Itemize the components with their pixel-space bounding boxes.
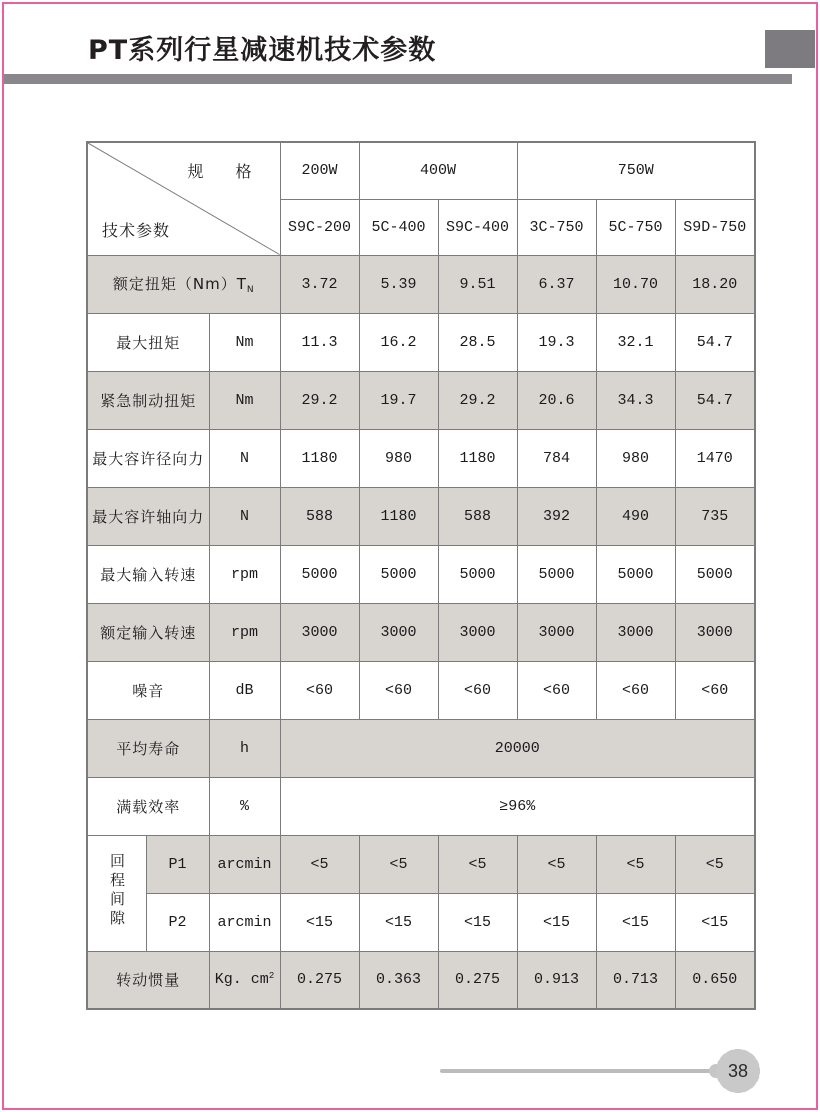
table-row xyxy=(87,661,755,719)
param-label-cell: 最大输入转速 xyxy=(87,545,209,603)
value-cell: 18.20 xyxy=(675,255,755,313)
param-label-cell xyxy=(87,255,280,313)
unit-cell: arcmin xyxy=(209,893,280,951)
value-cell: 34.3 xyxy=(596,371,675,429)
value-cell: 11.3 xyxy=(280,313,359,371)
value-cell: <5 xyxy=(517,835,596,893)
model-header: S9C-200 xyxy=(280,199,359,255)
value-cell: 5.39 xyxy=(359,255,438,313)
param-label-cell: 紧急制动扭矩 xyxy=(87,371,209,429)
value-cell: 784 xyxy=(517,429,596,487)
unit-cell: rpm xyxy=(209,545,280,603)
table-row xyxy=(87,835,755,893)
value-cell: 32.1 xyxy=(596,313,675,371)
value-cell: <5 xyxy=(280,835,359,893)
model-header: 5C-750 xyxy=(596,199,675,255)
table-row xyxy=(87,487,755,545)
model-header: 5C-400 xyxy=(359,199,438,255)
value-cell: <15 xyxy=(280,893,359,951)
value-cell: <60 xyxy=(280,661,359,719)
value-cell: <60 xyxy=(596,661,675,719)
value-cell: 6.37 xyxy=(517,255,596,313)
unit-cell: N xyxy=(209,429,280,487)
value-cell: <5 xyxy=(359,835,438,893)
value-cell: 5000 xyxy=(359,545,438,603)
value-cell: 54.7 xyxy=(675,371,755,429)
value-cell: 16.2 xyxy=(359,313,438,371)
header-row-power xyxy=(87,142,755,199)
table-row xyxy=(87,313,755,371)
value-cell: 3000 xyxy=(438,603,517,661)
unit-cell: Nm xyxy=(209,313,280,371)
page-title: PT系列行星减速机技术参数 xyxy=(88,35,437,66)
value-cell: 0.650 xyxy=(675,951,755,1009)
unit-cell: rpm xyxy=(209,603,280,661)
footer-rule xyxy=(440,1069,718,1073)
value-cell: 3000 xyxy=(359,603,438,661)
value-cell: 490 xyxy=(596,487,675,545)
value-cell: <5 xyxy=(675,835,755,893)
param-label-cell: 额定输入转速 xyxy=(87,603,209,661)
value-cell: 3000 xyxy=(280,603,359,661)
value-cell: 3.72 xyxy=(280,255,359,313)
value-cell: <15 xyxy=(675,893,755,951)
value-cell: 1180 xyxy=(438,429,517,487)
value-cell: 5000 xyxy=(596,545,675,603)
value-cell: 19.3 xyxy=(517,313,596,371)
value-cell: 588 xyxy=(438,487,517,545)
table-row xyxy=(87,951,755,1009)
spec-table-body xyxy=(87,255,755,1009)
model-header: 3C-750 xyxy=(517,199,596,255)
backlash-group-cell xyxy=(87,835,146,951)
value-cell: 5000 xyxy=(675,545,755,603)
corner-label-params: 技术参数 xyxy=(102,220,171,240)
model-header: S9C-400 xyxy=(438,199,517,255)
value-cell: 0.275 xyxy=(280,951,359,1009)
backlash-grade-cell: P2 xyxy=(146,893,209,951)
backlash-group-label: 回程间隙 xyxy=(108,853,126,929)
param-label-cell: 满载效率 xyxy=(87,777,209,835)
value-cell: 29.2 xyxy=(438,371,517,429)
value-cell: 5000 xyxy=(438,545,517,603)
value-cell: 1180 xyxy=(359,487,438,545)
unit-cell: Nm xyxy=(209,371,280,429)
table-row xyxy=(87,719,755,777)
param-label-cell: 噪音 xyxy=(87,661,209,719)
merged-value-cell: 20000 xyxy=(280,719,755,777)
param-label-cell: 最大扭矩 xyxy=(87,313,209,371)
value-cell: 5000 xyxy=(280,545,359,603)
value-cell: 5000 xyxy=(517,545,596,603)
value-cell: 54.7 xyxy=(675,313,755,371)
value-cell: <15 xyxy=(596,893,675,951)
value-cell: 28.5 xyxy=(438,313,517,371)
title-underline-bar xyxy=(4,74,792,84)
value-cell: 980 xyxy=(359,429,438,487)
value-cell: <15 xyxy=(359,893,438,951)
value-cell: <60 xyxy=(517,661,596,719)
corner-label-spec: 规 格 xyxy=(187,162,260,181)
value-cell: <5 xyxy=(438,835,517,893)
value-cell: 735 xyxy=(675,487,755,545)
page-number: 38 xyxy=(727,1060,749,1081)
table-row xyxy=(87,545,755,603)
param-label-cell: 平均寿命 xyxy=(87,719,209,777)
value-cell: 10.70 xyxy=(596,255,675,313)
value-cell: 392 xyxy=(517,487,596,545)
param-label-cell: 转动惯量 xyxy=(87,951,209,1009)
value-cell: 19.7 xyxy=(359,371,438,429)
value-cell: 0.275 xyxy=(438,951,517,1009)
value-cell: <5 xyxy=(596,835,675,893)
power-group-header: 750W xyxy=(517,142,755,199)
value-cell: 3000 xyxy=(675,603,755,661)
unit-cell: N xyxy=(209,487,280,545)
table-row xyxy=(87,777,755,835)
unit-cell xyxy=(209,951,280,1009)
value-cell: 980 xyxy=(596,429,675,487)
value-cell: 20.6 xyxy=(517,371,596,429)
param-label-sub: N xyxy=(246,285,255,295)
value-cell: <60 xyxy=(675,661,755,719)
unit-cell: dB xyxy=(209,661,280,719)
corner-decor-square xyxy=(765,30,815,68)
value-cell: 0.913 xyxy=(517,951,596,1009)
power-group-header: 400W xyxy=(359,142,517,199)
unit-cell: % xyxy=(209,777,280,835)
value-cell: 3000 xyxy=(517,603,596,661)
model-header: S9D-750 xyxy=(675,199,755,255)
value-cell: 1180 xyxy=(280,429,359,487)
value-cell: 588 xyxy=(280,487,359,545)
param-label-cell: 最大容许轴向力 xyxy=(87,487,209,545)
value-cell: 0.713 xyxy=(596,951,675,1009)
unit-text: Kg. cm xyxy=(214,971,269,989)
table-row xyxy=(87,255,755,313)
spec-table xyxy=(86,141,756,1010)
table-row xyxy=(87,603,755,661)
value-cell: 3000 xyxy=(596,603,675,661)
value-cell: <60 xyxy=(359,661,438,719)
value-cell: 9.51 xyxy=(438,255,517,313)
value-cell: <15 xyxy=(517,893,596,951)
power-group-header: 200W xyxy=(280,142,359,199)
unit-sup: 2 xyxy=(268,971,275,982)
value-cell: <15 xyxy=(438,893,517,951)
table-row xyxy=(87,893,755,951)
backlash-grade-cell: P1 xyxy=(146,835,209,893)
unit-cell: arcmin xyxy=(209,835,280,893)
value-cell: 1470 xyxy=(675,429,755,487)
value-cell: <60 xyxy=(438,661,517,719)
table-row xyxy=(87,429,755,487)
value-cell: 0.363 xyxy=(359,951,438,1009)
merged-value-cell: ≥96% xyxy=(280,777,755,835)
param-label-cell: 最大容许径向力 xyxy=(87,429,209,487)
corner-header-cell xyxy=(87,142,280,255)
table-row xyxy=(87,371,755,429)
value-cell: 29.2 xyxy=(280,371,359,429)
unit-cell: h xyxy=(209,719,280,777)
param-label: 额定扭矩（Nm）T xyxy=(112,275,247,293)
